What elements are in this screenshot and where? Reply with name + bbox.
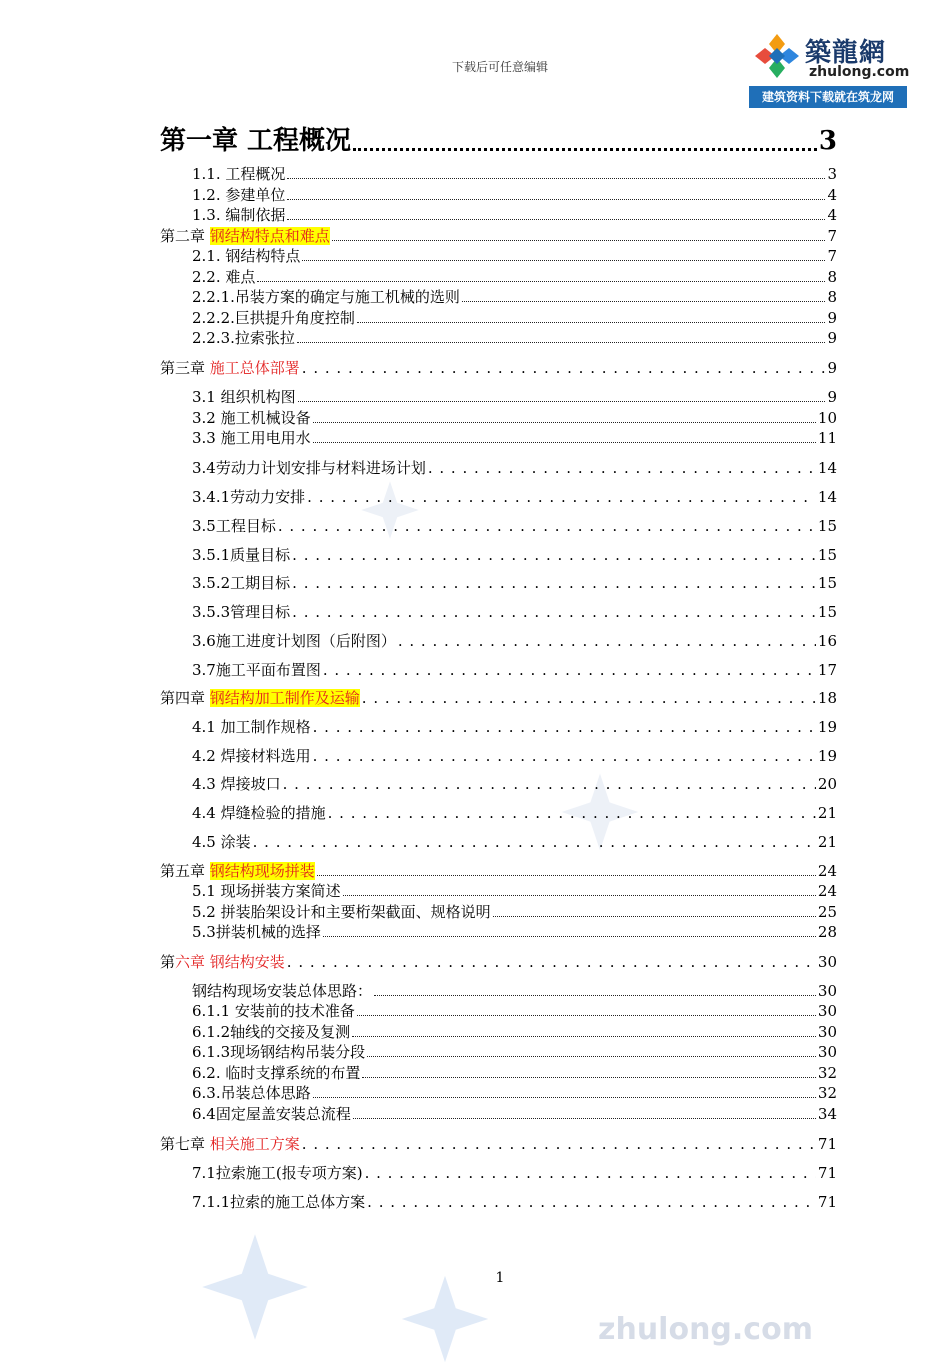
toc-entry-page: 9 [827, 329, 837, 347]
toc-entry-title: 7.1.1拉索的施工总体方案 [192, 1193, 366, 1211]
chapter-label: 第 [160, 953, 176, 971]
toc-leader [462, 297, 826, 302]
toc-entry-page: 3 [827, 165, 837, 183]
header-note: 下载后可任意编辑 [451, 60, 548, 74]
page-number: 1 [495, 1270, 505, 1286]
toc-entry[interactable] [192, 429, 837, 447]
chapter-title: 相关施工方案 [209, 1135, 300, 1153]
toc-entry[interactable] [192, 517, 837, 535]
toc-leader [323, 661, 816, 679]
toc-entry-title: 5.2 拼装胎架设计和主要桁架截面、规格说明 [192, 903, 491, 921]
toc-entry-title: 3.5.3管理目标 [192, 603, 291, 621]
toc-entry-page: 71 [817, 1164, 837, 1182]
logo-name: 築龍網 [805, 38, 887, 68]
toc-entry-title: 2.2.2.巨拱提升角度控制 [192, 309, 355, 327]
toc-leader [313, 418, 816, 423]
toc-leader [352, 1032, 816, 1037]
toc-entry-title [160, 689, 360, 707]
toc-leader [428, 459, 816, 477]
toc-leader [493, 912, 816, 917]
toc-entry[interactable] [192, 288, 837, 306]
toc-entry[interactable] [192, 388, 837, 406]
toc-entry-title: 6.1.2轴线的交接及复测 [192, 1023, 351, 1041]
toc-leader [328, 804, 816, 822]
toc-entry[interactable] [192, 632, 837, 650]
toc-entry[interactable] [192, 982, 837, 1000]
toc-entry-title: 3.4劳动力计划安排与材料进场计划 [192, 459, 426, 477]
toc-entry-title: 2.1. 钢结构特点 [192, 247, 301, 265]
toc-leader [353, 142, 817, 151]
toc-leader [287, 953, 816, 971]
toc-entry[interactable] [192, 923, 837, 941]
toc-leader [292, 574, 816, 592]
toc-leader [302, 1135, 816, 1153]
toc-entry[interactable] [192, 775, 837, 793]
toc-entry-page: 30 [817, 953, 837, 971]
toc-entry-title: 6.1.1 安装前的技术准备 [192, 1002, 355, 1020]
toc-entry-title: 钢结构现场安装总体思路： [192, 982, 373, 1000]
toc-entry-page: 15 [817, 603, 837, 621]
toc-entry-title: 1.1. 工程概况 [192, 165, 286, 183]
toc-entry[interactable] [160, 1135, 837, 1153]
toc-entry[interactable] [160, 953, 837, 971]
toc-entry-title: 3.6施工进度计划图（后附图） [192, 632, 396, 650]
toc-entry-page: 15 [817, 574, 837, 592]
toc-entry-page: 8 [827, 268, 837, 286]
toc-entry-title: 6.3.吊装总体思路 [192, 1084, 311, 1102]
toc-entry[interactable] [160, 126, 837, 156]
toc-entry-page: 20 [817, 775, 837, 793]
toc-entry-title: 7.1拉索施工(报专项方案) [192, 1164, 363, 1182]
toc-entry-page: 7 [827, 247, 837, 265]
toc-entry-title: 4.1 加工制作规格 [192, 718, 311, 736]
toc-entry[interactable] [192, 409, 837, 427]
logo-slogan: 建筑资料下载就在筑龙网 [749, 86, 907, 108]
toc-entry[interactable] [192, 1084, 837, 1102]
toc-entry[interactable] [192, 603, 837, 621]
toc-leader [302, 256, 825, 261]
toc-leader [278, 517, 816, 535]
toc-entry-page: 24 [817, 882, 837, 900]
toc-leader [374, 991, 816, 996]
toc-entry-page: 30 [817, 1043, 837, 1061]
toc-entry-title: 4.4 焊缝检验的措施 [192, 804, 326, 822]
toc-entry-title: 第一章 工程概况 [160, 126, 352, 156]
toc-leader [362, 689, 816, 707]
toc-leader [367, 1193, 816, 1211]
toc-entry[interactable] [192, 309, 837, 327]
toc-leader [357, 1011, 816, 1016]
toc-entry-page: 17 [817, 661, 837, 679]
toc-entry[interactable] [160, 862, 837, 880]
chapter-label: 第二章 [160, 227, 210, 245]
toc-entry[interactable] [192, 1105, 837, 1123]
toc-leader [343, 891, 816, 896]
toc-entry-title: 1.2. 参建单位 [192, 186, 286, 204]
toc-entry-page: 21 [817, 804, 837, 822]
toc-entry-title: 3.4.1劳动力安排 [192, 488, 306, 506]
toc-leader [257, 277, 825, 282]
toc-entry[interactable] [192, 329, 837, 347]
toc-leader [362, 1073, 816, 1078]
toc-leader [313, 747, 816, 765]
toc-entry[interactable] [192, 165, 837, 183]
toc-leader [367, 1052, 816, 1057]
toc-entry-page: 19 [817, 718, 837, 736]
toc-entry[interactable] [192, 186, 837, 204]
toc-entry-page: 4 [827, 206, 837, 224]
toc-entry-page: 9 [827, 359, 837, 377]
toc-leader [323, 932, 816, 937]
chapter-label: 第五章 [160, 862, 210, 880]
toc-entry-page: 7 [827, 227, 837, 245]
toc-leader [357, 318, 826, 323]
toc-entry-title: 5.1 现场拼装方案简述 [192, 882, 341, 900]
toc-entry-page: 71 [817, 1193, 837, 1211]
toc-leader [298, 397, 826, 402]
toc-entry-page: 32 [817, 1084, 837, 1102]
toc-leader [332, 236, 826, 241]
watermark-text: zhulong.com [598, 1312, 813, 1347]
toc-entry-page: 32 [817, 1064, 837, 1082]
toc-entry-title: 3.2 施工机械设备 [192, 409, 311, 427]
toc-entry[interactable] [160, 227, 837, 245]
toc-entry[interactable] [192, 488, 837, 506]
toc-entry-page: 30 [817, 982, 837, 1000]
toc-leader [292, 603, 816, 621]
toc-entry-title: 2.2.1.吊装方案的确定与施工机械的选则 [192, 288, 460, 306]
toc-entry[interactable] [192, 747, 837, 765]
toc-entry-title: 3.3 施工用电用水 [192, 429, 311, 447]
toc-entry-page: 30 [817, 1002, 837, 1020]
toc-entry-title [160, 1135, 300, 1153]
toc-entry-page: 3 [818, 126, 837, 156]
toc-leader [313, 438, 816, 443]
toc-entry[interactable] [192, 247, 837, 265]
chapter-label: 第三章 [160, 359, 210, 377]
toc-entry[interactable] [160, 689, 837, 707]
toc-entry-title [160, 862, 315, 880]
toc-entry[interactable] [192, 1193, 837, 1211]
toc-entry-page: 10 [817, 409, 837, 427]
toc-entry-title: 4.2 焊接材料选用 [192, 747, 311, 765]
toc-entry[interactable] [192, 459, 837, 477]
toc-entry-title: 3.1 组织机构图 [192, 388, 296, 406]
toc-entry[interactable] [192, 882, 837, 900]
toc-entry-title: 1.3. 编制依据 [192, 206, 286, 224]
toc-entry-title: 2.2. 难点 [192, 268, 256, 286]
toc-entry-title: 6.1.3现场钢结构吊装分段 [192, 1043, 366, 1061]
chapter-title: 六章 钢结构安装 [175, 953, 285, 971]
toc-entry-page: 15 [817, 546, 837, 564]
toc-entry-title: 6.4固定屋盖安装总流程 [192, 1105, 351, 1123]
chapter-title: 钢结构加工制作及运输 [209, 689, 360, 707]
toc-entry-page: 11 [817, 429, 837, 447]
toc-entry-page: 15 [817, 517, 837, 535]
chapter-title: 施工总体部署 [209, 359, 300, 377]
toc-leader [365, 1164, 816, 1182]
toc-entry-page: 9 [827, 388, 837, 406]
chapter-title: 钢结构特点和难点 [209, 227, 330, 245]
toc-entry-title [160, 359, 300, 377]
toc-entry-page: 30 [817, 1023, 837, 1041]
toc-entry-page: 34 [817, 1105, 837, 1123]
toc-entry-title: 5.3拼装机械的选择 [192, 923, 321, 941]
toc-entry-page: 24 [817, 862, 837, 880]
toc-entry-page: 28 [817, 923, 837, 941]
toc-entry-title: 3.5工程目标 [192, 517, 276, 535]
toc-entry-title: 3.5.1质量目标 [192, 546, 291, 564]
toc-leader [287, 174, 825, 179]
toc-entry-page: 14 [817, 488, 837, 506]
toc-entry-title [160, 227, 330, 245]
toc-leader [307, 488, 816, 506]
toc-leader [313, 1093, 816, 1098]
toc-entry-title: 2.2.3.拉索张拉 [192, 329, 295, 347]
toc-leader [313, 718, 816, 736]
toc-entry-title: 4.3 焊接坡口 [192, 775, 281, 793]
toc-entry-page: 8 [827, 288, 837, 306]
toc-leader [287, 215, 825, 220]
toc-entry-page: 19 [817, 747, 837, 765]
toc-entry-page: 4 [827, 186, 837, 204]
toc-entry[interactable] [192, 1023, 837, 1041]
toc-leader [287, 195, 825, 200]
toc-entry-title [160, 953, 285, 971]
toc-entry[interactable] [160, 359, 837, 377]
toc-entry-title: 6.2. 临时支撑系统的布置 [192, 1064, 361, 1082]
toc-leader [253, 833, 816, 851]
toc-leader [283, 775, 816, 793]
toc-entry[interactable] [192, 206, 837, 224]
toc-entry-page: 9 [827, 309, 837, 327]
toc-entry-title: 3.7施工平面布置图 [192, 661, 321, 679]
toc-entry[interactable] [192, 268, 837, 286]
toc-entry-page: 25 [817, 903, 837, 921]
toc-entry-title: 3.5.2工期目标 [192, 574, 291, 592]
toc-entry[interactable] [192, 718, 837, 736]
toc-entry[interactable] [192, 1002, 837, 1020]
toc-entry[interactable] [192, 574, 837, 592]
toc-leader [398, 632, 816, 650]
chapter-title: 钢结构现场拼装 [209, 862, 315, 880]
toc-leader [353, 1114, 816, 1119]
toc-entry-page: 71 [817, 1135, 837, 1153]
toc-leader [317, 871, 816, 876]
toc-entry[interactable] [192, 903, 837, 921]
toc-entry-page: 16 [817, 632, 837, 650]
toc-leader [292, 546, 816, 564]
logo-domain: zhulong.com [809, 64, 910, 80]
toc-entry-page: 18 [817, 689, 837, 707]
toc-entry[interactable] [192, 661, 837, 679]
toc-entry[interactable] [192, 1043, 837, 1061]
toc-entry[interactable] [192, 546, 837, 564]
toc-leader [302, 359, 826, 377]
toc-entry-page: 21 [817, 833, 837, 851]
toc-leader [297, 338, 826, 343]
toc-entry-page: 14 [817, 459, 837, 477]
toc-entry[interactable] [192, 833, 837, 851]
toc-entry[interactable] [192, 804, 837, 822]
chapter-label: 第四章 [160, 689, 210, 707]
toc-entry[interactable] [192, 1064, 837, 1082]
chapter-label: 第七章 [160, 1135, 210, 1153]
toc-entry-title: 4.5 涂装 [192, 833, 251, 851]
toc-entry[interactable] [192, 1164, 837, 1182]
